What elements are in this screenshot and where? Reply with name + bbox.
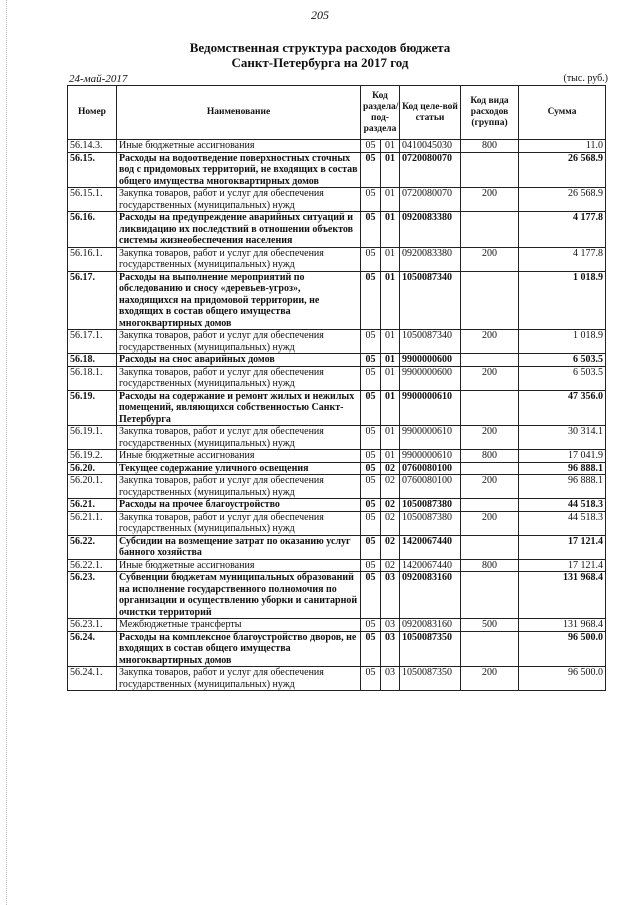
row-target-code: 0720080070 xyxy=(400,188,461,212)
row-expense-type xyxy=(461,354,519,367)
row-section: 05 xyxy=(361,271,381,330)
row-number: 56.18.1. xyxy=(68,366,117,390)
row-section: 05 xyxy=(361,619,381,632)
row-target-code: 1050087340 xyxy=(400,330,461,354)
row-number: 56.16. xyxy=(68,212,117,248)
row-section: 05 xyxy=(361,572,381,619)
row-number: 56.19.2. xyxy=(68,450,117,463)
row-sum: 131 968.4 xyxy=(519,619,606,632)
header-name: Наименование xyxy=(117,86,361,140)
row-target-code: 1050087380 xyxy=(400,511,461,535)
row-subsection: 01 xyxy=(381,247,400,271)
row-target-code: 1050087350 xyxy=(400,667,461,691)
row-subsection: 01 xyxy=(381,450,400,463)
row-number: 56.23. xyxy=(68,572,117,619)
row-sum: 6 503.5 xyxy=(519,354,606,367)
row-sum: 1 018.9 xyxy=(519,271,606,330)
table-row xyxy=(68,212,606,248)
row-name: Расходы на комплексное благоустройство дворов, не входящих в состав общего имущества многоквартирных домов xyxy=(117,631,361,667)
row-number: 56.24.1. xyxy=(68,667,117,691)
row-expense-type xyxy=(461,499,519,512)
table-row xyxy=(68,247,606,271)
row-sum: 4 177.8 xyxy=(519,247,606,271)
row-expense-type: 200 xyxy=(461,366,519,390)
row-sum: 96 888.1 xyxy=(519,475,606,499)
title-line-1: Ведомственная структура расходов бюджета xyxy=(189,40,451,55)
row-expense-type xyxy=(461,572,519,619)
row-expense-type: 800 xyxy=(461,559,519,572)
row-number: 56.19. xyxy=(68,390,117,426)
row-subsection: 01 xyxy=(381,188,400,212)
row-number: 56.20.1. xyxy=(68,475,117,499)
row-section: 05 xyxy=(361,366,381,390)
table-header-row xyxy=(68,86,606,140)
row-subsection: 03 xyxy=(381,631,400,667)
row-subsection: 01 xyxy=(381,271,400,330)
row-section: 05 xyxy=(361,499,381,512)
header-target: Код целе-вой статьи xyxy=(400,86,461,140)
row-target-code: 1050087380 xyxy=(400,499,461,512)
row-subsection: 01 xyxy=(381,212,400,248)
header-expense-type: Код вида расходов (группа) xyxy=(461,86,519,140)
row-target-code: 0760080100 xyxy=(400,475,461,499)
row-section: 05 xyxy=(361,559,381,572)
row-name: Субвенции бюджетам муниципальных образований на исполнение государственного полномочия по организации и осуществлению уборки и санитарной очистки территорий xyxy=(117,572,361,619)
row-section: 05 xyxy=(361,631,381,667)
row-name: Закупка товаров, работ и услуг для обеспечения государственных (муниципальных) нужд xyxy=(117,667,361,691)
row-sum: 26 568.9 xyxy=(519,188,606,212)
row-subsection: 02 xyxy=(381,535,400,559)
row-name: Расходы на снос аварийных домов xyxy=(117,354,361,367)
row-expense-type xyxy=(461,631,519,667)
header-section: Код раздела/ под-раздела xyxy=(361,86,400,140)
row-sum: 1 018.9 xyxy=(519,330,606,354)
row-expense-type xyxy=(461,535,519,559)
row-subsection: 01 xyxy=(381,330,400,354)
row-target-code: 9900000600 xyxy=(400,366,461,390)
row-section: 05 xyxy=(361,511,381,535)
row-sum: 17 121.4 xyxy=(519,559,606,572)
page-number: 205 xyxy=(311,8,329,22)
row-sum: 96 500.0 xyxy=(519,667,606,691)
table-row xyxy=(68,354,606,367)
table-row xyxy=(68,426,606,450)
row-sum: 96 500.0 xyxy=(519,631,606,667)
row-name: Закупка товаров, работ и услуг для обеспечения государственных (муниципальных) нужд xyxy=(117,330,361,354)
row-name: Расходы на водоотведение поверхностных сточных вод с придомовых территорий, не входящих в состав общего имущества многоквартирных домов xyxy=(117,152,361,188)
row-sum: 6 503.5 xyxy=(519,366,606,390)
row-name: Закупка товаров, работ и услуг для обеспечения государственных (муниципальных) нужд xyxy=(117,247,361,271)
table-row xyxy=(68,366,606,390)
row-section: 05 xyxy=(361,667,381,691)
row-number: 56.20. xyxy=(68,462,117,475)
row-subsection: 01 xyxy=(381,426,400,450)
row-name: Расходы на выполнение мероприятий по обследованию и сносу «деревьев-угроз», находящихся на придомовой территории, не входящих в состав общего имущества многоквартирных домов xyxy=(117,271,361,330)
row-section: 05 xyxy=(361,390,381,426)
row-subsection: 03 xyxy=(381,619,400,632)
table-body xyxy=(68,140,606,691)
row-target-code: 1050087340 xyxy=(400,271,461,330)
row-target-code: 9900000610 xyxy=(400,426,461,450)
row-number: 56.15.1. xyxy=(68,188,117,212)
row-expense-type: 200 xyxy=(461,475,519,499)
row-sum: 96 888.1 xyxy=(519,462,606,475)
row-target-code: 0720080070 xyxy=(400,152,461,188)
row-name: Закупка товаров, работ и услуг для обеспечения государственных (муниципальных) нужд xyxy=(117,511,361,535)
table-row xyxy=(68,462,606,475)
row-section: 05 xyxy=(361,475,381,499)
row-section: 05 xyxy=(361,462,381,475)
table-row xyxy=(68,631,606,667)
row-subsection: 01 xyxy=(381,366,400,390)
row-subsection: 02 xyxy=(381,559,400,572)
row-number: 56.15. xyxy=(68,152,117,188)
row-expense-type: 200 xyxy=(461,330,519,354)
row-name: Закупка товаров, работ и услуг для обеспечения государственных (муниципальных) нужд xyxy=(117,188,361,212)
row-name: Расходы на содержание и ремонт жилых и нежилых помещений, являющихся собственностью Санкт-Петербурга xyxy=(117,390,361,426)
row-number: 56.22. xyxy=(68,535,117,559)
row-target-code: 9900000610 xyxy=(400,450,461,463)
left-margin-marks xyxy=(6,0,9,905)
row-expense-type: 200 xyxy=(461,188,519,212)
row-section: 05 xyxy=(361,354,381,367)
row-sum: 17 041.9 xyxy=(519,450,606,463)
table-row xyxy=(68,572,606,619)
row-target-code: 9900000610 xyxy=(400,390,461,426)
row-name: Закупка товаров, работ и услуг для обеспечения государственных (муниципальных) нужд xyxy=(117,475,361,499)
header-sum: Сумма xyxy=(519,86,606,140)
row-subsection: 02 xyxy=(381,462,400,475)
row-expense-type xyxy=(461,212,519,248)
row-target-code: 0920083160 xyxy=(400,572,461,619)
row-expense-type: 800 xyxy=(461,450,519,463)
table-row xyxy=(68,667,606,691)
row-expense-type: 200 xyxy=(461,667,519,691)
table-row xyxy=(68,450,606,463)
row-subsection: 01 xyxy=(381,390,400,426)
row-sum: 30 314.1 xyxy=(519,426,606,450)
row-section: 05 xyxy=(361,140,381,153)
row-target-code: 1420067440 xyxy=(400,559,461,572)
title-line-2: Санкт-Петербурга на 2017 год xyxy=(231,55,409,70)
table-row xyxy=(68,330,606,354)
row-sum: 11.0 xyxy=(519,140,606,153)
row-section: 05 xyxy=(361,535,381,559)
table-row xyxy=(68,559,606,572)
row-subsection: 02 xyxy=(381,475,400,499)
row-target-code: 0760080100 xyxy=(400,462,461,475)
table-row xyxy=(68,140,606,153)
row-target-code: 0410045030 xyxy=(400,140,461,153)
budget-table xyxy=(67,85,606,691)
row-name: Иные бюджетные ассигнования xyxy=(117,559,361,572)
row-name: Закупка товаров, работ и услуг для обеспечения государственных (муниципальных) нужд xyxy=(117,426,361,450)
table-row xyxy=(68,271,606,330)
row-subsection: 01 xyxy=(381,140,400,153)
units-label: (тыс. руб.) xyxy=(563,73,608,84)
page-title xyxy=(0,40,640,70)
row-number: 56.23.1. xyxy=(68,619,117,632)
row-target-code: 9900000600 xyxy=(400,354,461,367)
row-name: Иные бюджетные ассигнования xyxy=(117,450,361,463)
table-row xyxy=(68,475,606,499)
row-name: Текущее содержание уличного освещения xyxy=(117,462,361,475)
row-section: 05 xyxy=(361,450,381,463)
row-name: Субсидии на возмещение затрат по оказанию услуг банного хозяйства xyxy=(117,535,361,559)
table-row xyxy=(68,152,606,188)
row-subsection: 02 xyxy=(381,499,400,512)
row-subsection: 03 xyxy=(381,572,400,619)
row-name: Закупка товаров, работ и услуг для обеспечения государственных (муниципальных) нужд xyxy=(117,366,361,390)
row-section: 05 xyxy=(361,152,381,188)
table-row xyxy=(68,619,606,632)
row-number: 56.21. xyxy=(68,499,117,512)
row-target-code: 1420067440 xyxy=(400,535,461,559)
row-number: 56.22.1. xyxy=(68,559,117,572)
row-section: 05 xyxy=(361,330,381,354)
row-target-code: 0920083380 xyxy=(400,247,461,271)
row-expense-type: 200 xyxy=(461,426,519,450)
row-subsection: 01 xyxy=(381,354,400,367)
row-number: 56.17. xyxy=(68,271,117,330)
document-date: 24-май-2017 xyxy=(69,73,128,85)
table-row xyxy=(68,499,606,512)
row-expense-type xyxy=(461,462,519,475)
row-sum: 4 177.8 xyxy=(519,212,606,248)
row-subsection: 03 xyxy=(381,667,400,691)
row-number: 56.14.3. xyxy=(68,140,117,153)
row-number: 56.16.1. xyxy=(68,247,117,271)
row-number: 56.24. xyxy=(68,631,117,667)
row-target-code: 0920083160 xyxy=(400,619,461,632)
row-number: 56.18. xyxy=(68,354,117,367)
row-target-code: 1050087350 xyxy=(400,631,461,667)
row-sum: 44 518.3 xyxy=(519,511,606,535)
row-section: 05 xyxy=(361,212,381,248)
row-expense-type xyxy=(461,390,519,426)
row-sum: 17 121.4 xyxy=(519,535,606,559)
table-row xyxy=(68,535,606,559)
row-sum: 131 968.4 xyxy=(519,572,606,619)
row-section: 05 xyxy=(361,188,381,212)
row-sum: 47 356.0 xyxy=(519,390,606,426)
row-section: 05 xyxy=(361,426,381,450)
table-row xyxy=(68,390,606,426)
row-name: Расходы на предупреждение аварийных ситуаций и ликвидацию их последствий в отношении объектов системы жизнеобеспечения населения xyxy=(117,212,361,248)
row-number: 56.19.1. xyxy=(68,426,117,450)
row-expense-type xyxy=(461,152,519,188)
row-expense-type: 200 xyxy=(461,511,519,535)
row-subsection: 02 xyxy=(381,511,400,535)
row-name: Расходы на прочее благоустройство xyxy=(117,499,361,512)
row-target-code: 0920083380 xyxy=(400,212,461,248)
row-subsection: 01 xyxy=(381,152,400,188)
row-section: 05 xyxy=(361,247,381,271)
row-name: Межбюджетные трансферты xyxy=(117,619,361,632)
header-number: Номер xyxy=(68,86,117,140)
row-number: 56.21.1. xyxy=(68,511,117,535)
row-expense-type: 800 xyxy=(461,140,519,153)
row-expense-type xyxy=(461,271,519,330)
table-row xyxy=(68,188,606,212)
row-sum: 26 568.9 xyxy=(519,152,606,188)
row-sum: 44 518.3 xyxy=(519,499,606,512)
table-row xyxy=(68,511,606,535)
row-name: Иные бюджетные ассигнования xyxy=(117,140,361,153)
row-expense-type: 500 xyxy=(461,619,519,632)
row-expense-type: 200 xyxy=(461,247,519,271)
row-number: 56.17.1. xyxy=(68,330,117,354)
